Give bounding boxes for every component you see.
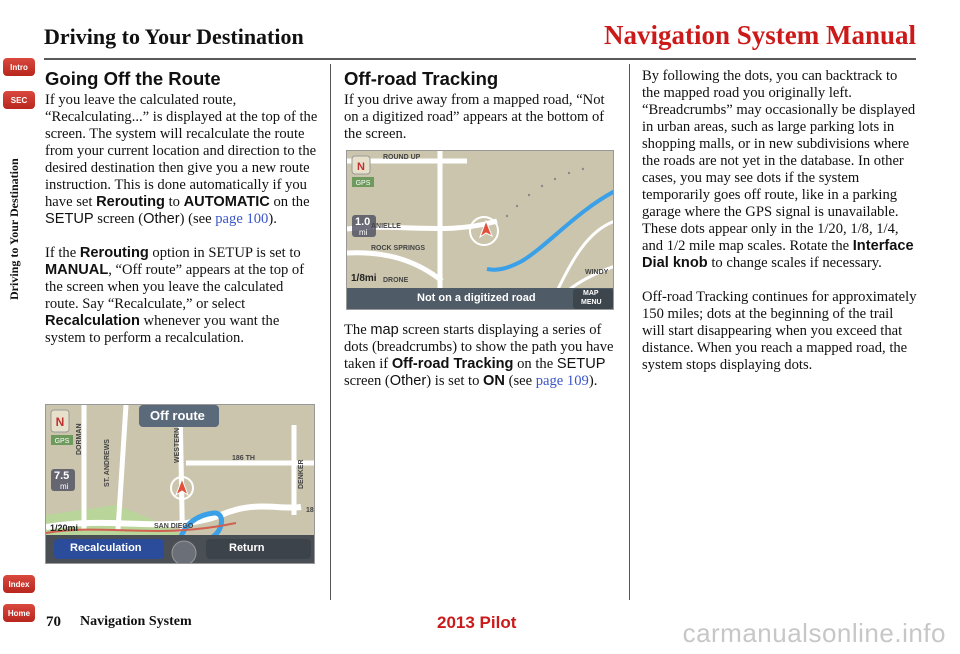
vehicle-model: 2013 Pilot bbox=[437, 613, 517, 632]
paragraph-manual-rerouting: If the Rerouting option in SETUP is set to MANUAL, “Off route” appears at the top of the screen when you leave the calculated route. Say “Recalculate,” or select Recalculation whenever you want the system to perform a recalculation. bbox=[45, 245, 305, 346]
column-divider-1 bbox=[330, 64, 331, 600]
street-label: 18 bbox=[306, 507, 314, 514]
paragraph-breadcrumbs: The map screen starts displaying a series of dots (breadcrumbs) to show the path you have taken if Off-road Tracking on the SETUP screen (Other) is set to ON (see page 109). bbox=[344, 322, 614, 389]
side-section-label-text: Driving to Your Destination bbox=[7, 158, 21, 300]
svg-text:N: N bbox=[357, 161, 365, 173]
paragraph-backtrack: By following the dots, you can backtrack to the mapped road you originally left. “Breadcrumbs” may occasionally be displayed in urban areas, such as large parking lots in shopping malls, or in new subdivisions where the roads are not yet in the database. In other cases, you may see dots if the system temporarily goes off route, like in a parking garage where the GPS signal is unavailable. These dots appear only in the 1/20, 1/8, 1/4, and 1/2 mile map scales. Rotate the Interface Dial knob to change scales if necessary. bbox=[642, 68, 916, 271]
heading-going-off-route: Going Off the Route bbox=[45, 68, 221, 89]
street-label: SAN DIEGO bbox=[154, 523, 194, 530]
column-off-road-tracking bbox=[344, 68, 620, 160]
link-page-109[interactable]: page 109 bbox=[535, 373, 589, 389]
svg-text:GPS: GPS bbox=[355, 180, 371, 187]
zoom-level-value: 7.5 bbox=[54, 470, 70, 482]
map-menu-button-line2[interactable]: MENU bbox=[581, 299, 602, 306]
map-scale: 1/20mi bbox=[50, 523, 79, 533]
section-title: Driving to Your Destination bbox=[44, 24, 304, 49]
home-tab[interactable]: Home bbox=[3, 604, 35, 622]
street-label: ANIELLE bbox=[371, 223, 401, 230]
paragraph-recalculating: If you leave the calculated route, “Recalculating...” is displayed at the top of the screen. The system will recalculate the route from your current location and direction to the desired destination then give you a new route instruction. This is done automatically if you have set Rerouting to AUTOMATIC on the SETUP screen (Other) (see page 100). bbox=[45, 92, 318, 227]
street-label: ROUND UP bbox=[383, 154, 421, 161]
map-menu-button-line1[interactable]: MAP bbox=[583, 290, 599, 297]
intro-tab[interactable]: Intro bbox=[3, 58, 35, 76]
svg-text:N: N bbox=[55, 415, 65, 429]
street-label: DRONE bbox=[383, 277, 409, 284]
street-label: WESTERN bbox=[174, 428, 181, 463]
street-label: WINDY bbox=[585, 269, 609, 276]
column-off-road-tracking-cont bbox=[344, 322, 620, 407]
return-button[interactable]: Return bbox=[229, 542, 265, 554]
sec-tab[interactable]: SEC bbox=[3, 91, 35, 109]
zoom-level-unit: mi bbox=[359, 228, 368, 237]
column-going-off-route bbox=[45, 68, 319, 364]
street-label: ST. ANDREWS bbox=[104, 439, 111, 487]
index-tab[interactable]: Index bbox=[3, 575, 35, 593]
recalculation-button[interactable]: Recalculation bbox=[70, 542, 142, 554]
paragraph-not-digitized: If you drive away from a mapped road, “Not on a digitized road” appears at the bottom of the screen. bbox=[344, 92, 605, 142]
off-road-map-screenshot bbox=[346, 150, 614, 310]
zoom-level-unit: mi bbox=[60, 482, 69, 491]
column-divider-2 bbox=[629, 64, 630, 600]
header-divider bbox=[44, 58, 916, 60]
street-label: 186 TH bbox=[232, 455, 255, 462]
map-scale: 1/8mi bbox=[351, 273, 377, 284]
link-page-100[interactable]: page 100 bbox=[215, 211, 269, 227]
manual-title: Navigation System Manual bbox=[603, 20, 916, 50]
off-route-banner: Off route bbox=[150, 408, 205, 423]
paragraph-150-miles: Off-road Tracking continues for approximately 150 miles; dots at the beginning of the trail will start disappearing when you exceed that distance. When you reach a mapped road, the system stops displaying dots. bbox=[642, 289, 917, 373]
page-number: 70 bbox=[46, 614, 61, 630]
side-section-label bbox=[7, 110, 21, 300]
off-route-map-screenshot bbox=[45, 404, 315, 564]
heading-off-road-tracking: Off-road Tracking bbox=[344, 68, 499, 89]
zoom-level-value: 1.0 bbox=[355, 216, 371, 228]
footer-title: Navigation System bbox=[80, 614, 192, 629]
svg-text:GPS: GPS bbox=[54, 438, 70, 445]
not-digitized-banner: Not on a digitized road bbox=[417, 292, 536, 304]
street-label: DENKER bbox=[298, 459, 305, 489]
column-breadcrumbs bbox=[642, 68, 917, 391]
watermark: carmanualsonline.info bbox=[682, 618, 946, 648]
street-label: DORMAN bbox=[76, 423, 83, 455]
street-label: ROCK SPRINGS bbox=[371, 245, 426, 252]
